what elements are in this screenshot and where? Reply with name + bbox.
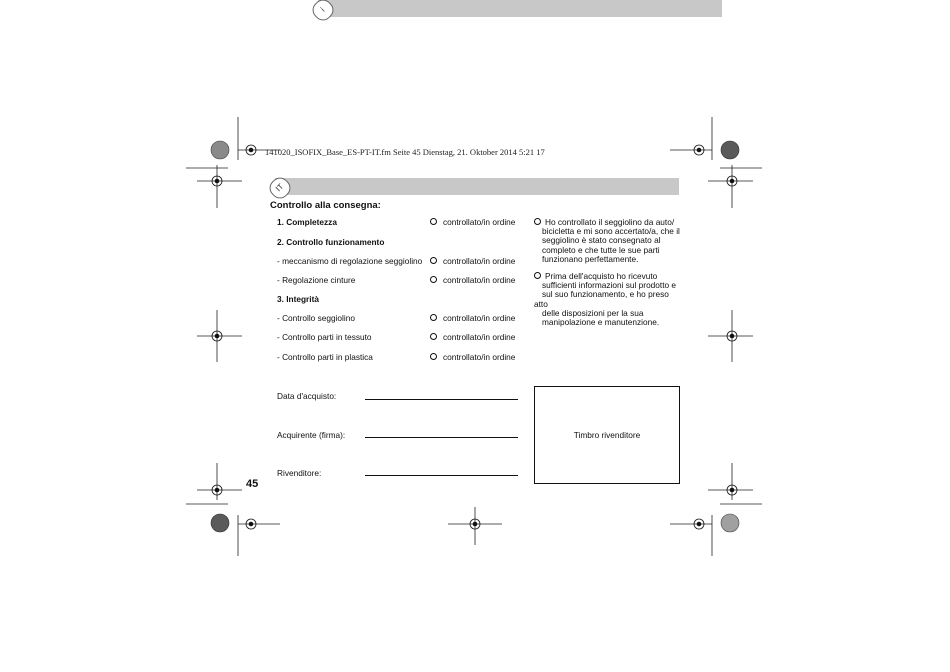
retailer-stamp-box	[534, 386, 680, 484]
checklist-item-completeness: 1. Completezza	[277, 217, 337, 227]
checklist-heading-function: 2. Controllo funzionamento	[277, 237, 385, 247]
buyer-signature-line[interactable]	[365, 437, 518, 438]
checklist-heading-integrity: 3. Integrità	[277, 294, 319, 304]
section-header-bar	[275, 178, 679, 195]
purchase-date-label: Data d'acquisto:	[277, 391, 337, 401]
checklist-item-belts: - Regolazione cinture	[277, 275, 356, 285]
checkbox-circle[interactable]	[430, 353, 437, 360]
top-language-tab: i	[309, 0, 337, 24]
check-seat[interactable]: controllato/in ordine	[430, 313, 515, 323]
language-tab: IT	[266, 174, 294, 202]
check-fabric[interactable]: controllato/in ordine	[430, 332, 515, 342]
buyer-signature-label: Acquirente (firma):	[277, 430, 346, 440]
checkbox-circle[interactable]	[430, 218, 437, 225]
checkbox-circle[interactable]	[430, 314, 437, 321]
checklist-item-seat-adjust: - meccanismo di regolazione seggiolino	[277, 256, 423, 266]
checkbox-circle[interactable]	[430, 276, 437, 283]
retailer-label: Rivenditore:	[277, 468, 322, 478]
check-plastic[interactable]: controllato/in ordine	[430, 352, 515, 362]
check-belts[interactable]: controllato/in ordine	[430, 275, 515, 285]
checkbox-circle[interactable]	[430, 333, 437, 340]
retailer-line[interactable]	[365, 475, 518, 476]
checkbox-circle[interactable]	[534, 272, 541, 279]
check-seat-adjust[interactable]: controllato/in ordine	[430, 256, 515, 266]
section-title: Controllo alla consegna:	[270, 200, 381, 211]
stamp-box-label: Timbro rivenditore	[573, 430, 641, 440]
checklist-item-plastic: - Controllo parti in plastica	[277, 352, 373, 362]
statement-informed: Prima dell'acquisto ho ricevuto sufficienti informazioni sul prodotto e sul suo funzionamento, e ho preso atto delle disposizioni per la sua manipolazione e manutenzione.	[534, 271, 677, 328]
checklist-item-seat: - Controllo seggiolino	[277, 313, 355, 323]
file-header-line: 141020_ISOFIX_Base_ES-PT-IT.fm Seite 45 Dienstag, 21. Oktober 2014 5:21 17	[265, 147, 545, 157]
checklist-item-fabric: - Controllo parti in tessuto	[277, 332, 372, 342]
checkbox-circle[interactable]	[534, 218, 541, 225]
check-completeness[interactable]: controllato/in ordine	[430, 217, 515, 227]
checkbox-circle[interactable]	[430, 257, 437, 264]
page-number: 45	[246, 478, 259, 490]
statement-complete: Ho controllato il seggiolino da auto/ bicicletta e mi sono accertato/a, che il seggiolino è stato consegnato al completo e che tutte le sue parti funzionano perfettamente.	[534, 218, 684, 264]
purchase-date-line[interactable]	[365, 399, 518, 400]
